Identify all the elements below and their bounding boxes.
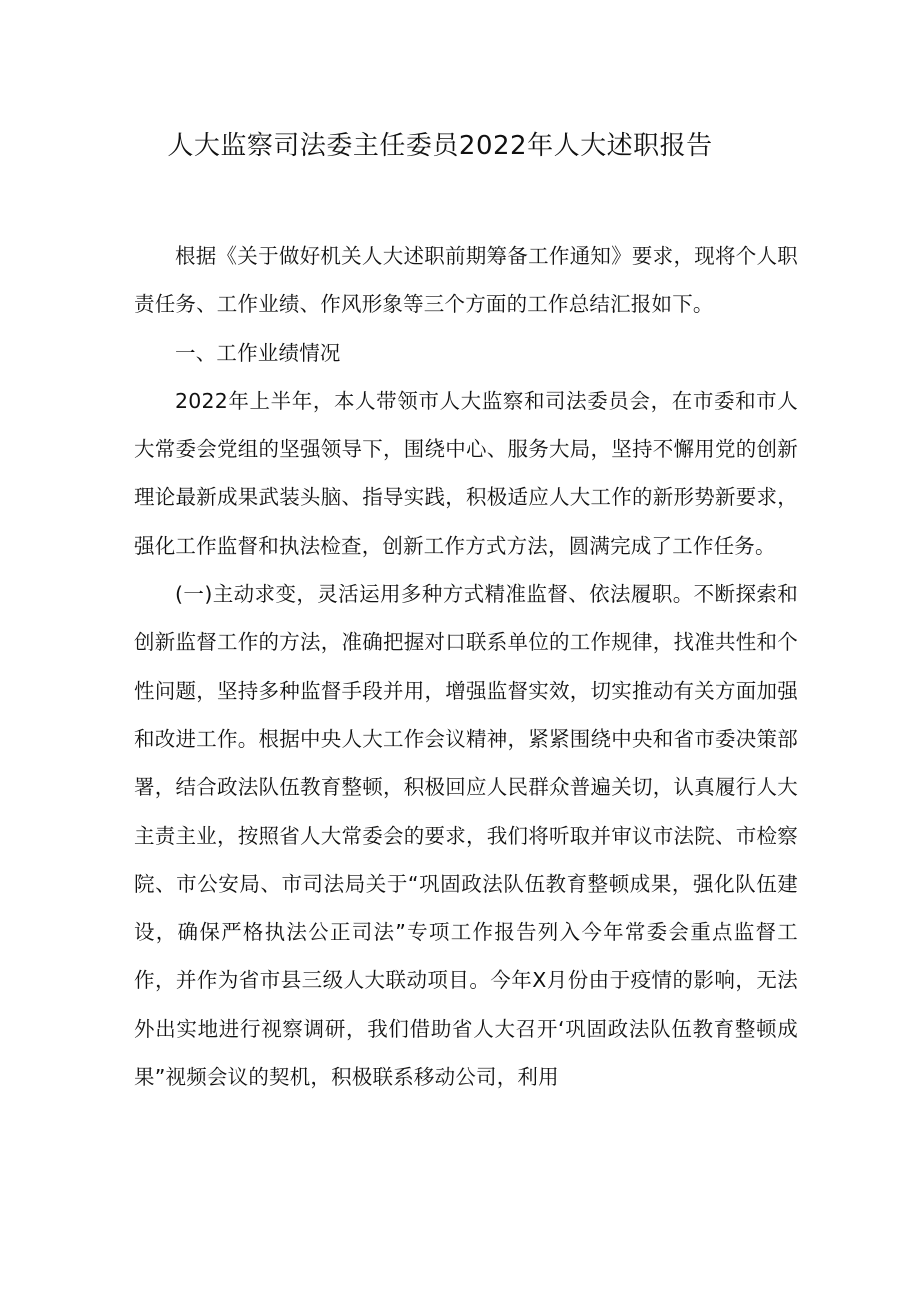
document-title: 人大监察司法委主任委员2022年人大述职报告 xyxy=(167,131,713,161)
paragraph-supervision: (一)主动求变，灵活运用多种方式精准监督、依法履职。不断探索和创新监督工作的方法，准确把握对口联系单位的工作规律，找准共性和个性问题，坚持多种监督手段并用，增强监督实效，切实推动有关方面加强和改进工作。根据中央人大工作会议精神，紧紧围绕中央和省市委决策部署，结合政法队伍教育整顿，积极回应人民群众普遍关切，认真履行人大主责主业，按照省人大常委会的要求，我们将听取并审议市法院、市检察院、市公安局、市司法局关于“巩固政法队伍教育整顿成果，强化队伍建设，确保严格执法公正司法”专项工作报告列入今年常委会重点监督工作，并作为省市县三级人大联动项目。今年X月份由于疫情的影响，无法外出实地进行视察调研，我们借助省人大召开‘巩固政法队伍教育整顿成果”视频会议的契机，积极联系移动公司，利用 xyxy=(134,582,798,1090)
paragraph-intro: 根据《关于做好机关人大述职前期筹备工作通知》要求，现将个人职责任务、工作业绩、作风形象等三个方面的工作总结汇报如下。 xyxy=(134,244,798,317)
paragraph-overview: 2022年上半年，本人带领市人大监察和司法委员会，在市委和市人大常委会党组的坚强领导下，围绕中心、服务大局，坚持不懈用党的创新理论最新成果武装头脑、指导实践，积极适应人大工作的新形势新要求，强化工作监督和执法检查，创新工作方式方法，圆满完成了工作任务。 xyxy=(134,388,798,558)
document-body xyxy=(134,232,798,1101)
section-heading-work-performance: 一、工作业绩情况 xyxy=(175,340,341,365)
